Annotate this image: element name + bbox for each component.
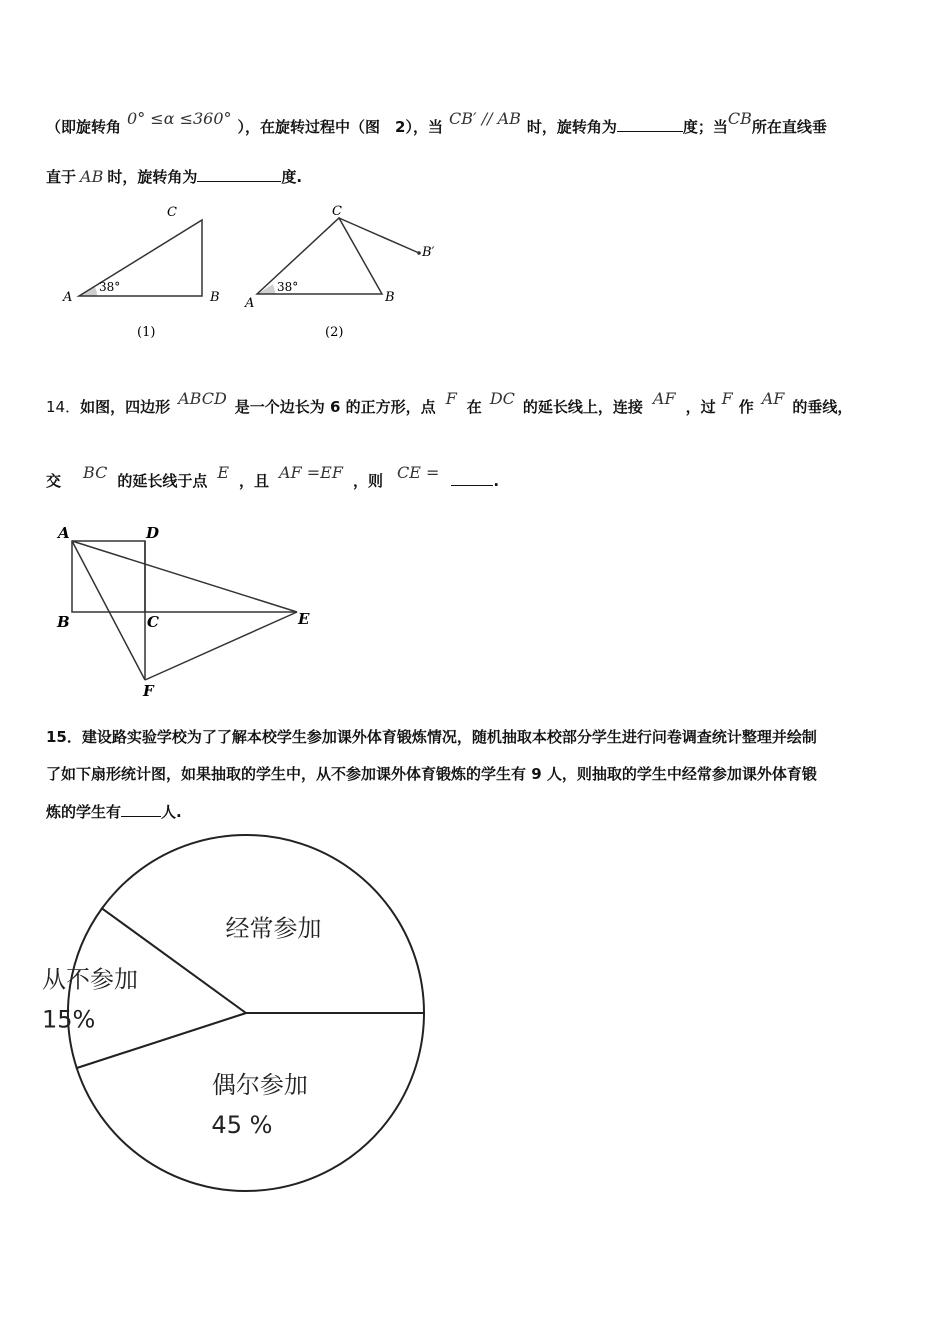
segment-ae bbox=[72, 541, 297, 612]
label-C: C bbox=[147, 613, 159, 631]
pie-chart bbox=[41, 830, 440, 1200]
caption-2: (2) bbox=[325, 325, 344, 340]
caption-1: (1) bbox=[137, 325, 156, 340]
square-figure bbox=[50, 522, 340, 702]
pie-label-2: 偶尔参加 bbox=[211, 1070, 308, 1099]
q15-line1: 15．建设路实验学校为了了解本校学生参加课外体育锻炼情况，随机抽取本校部分学生进行问卷调查统计整理并绘制 bbox=[46, 728, 817, 746]
math-cb: CB bbox=[727, 109, 752, 128]
q15-line3: 炼的学生有 人. bbox=[46, 803, 182, 821]
answer-blank[interactable] bbox=[197, 167, 281, 182]
segment-cb-prime bbox=[339, 218, 419, 253]
triangle-figures bbox=[55, 200, 455, 345]
math-ab: AB bbox=[80, 167, 104, 186]
label-A: A bbox=[58, 524, 70, 542]
label-C-1: C bbox=[167, 205, 177, 220]
label-A-1: A bbox=[63, 290, 73, 305]
triangle-abc-1 bbox=[79, 220, 202, 296]
answer-blank[interactable] bbox=[617, 117, 683, 132]
segment-fe bbox=[145, 612, 297, 680]
pie-percent-2: 45 % bbox=[211, 1110, 273, 1139]
label-A-2: A bbox=[245, 296, 255, 311]
q15-line2: 了如下扇形统计图，如果抽取的学生中，从不参加课外体育锻炼的学生有 9 人，则抽取的学生中经常参加课外体育锻 bbox=[46, 765, 817, 783]
q13-line2: 直于 AB 时，旋转角为 度. bbox=[46, 167, 303, 186]
pie-label-0: 经常参加 bbox=[225, 914, 322, 943]
label-F: F bbox=[143, 682, 154, 700]
math-parallel: CB′ // AB bbox=[448, 109, 521, 128]
pie-label-1: 从不参加 bbox=[41, 965, 138, 994]
answer-blank[interactable] bbox=[451, 471, 493, 486]
label-C-2: C bbox=[332, 204, 342, 219]
math-angle-range: 0° ≤α ≤360° bbox=[127, 109, 232, 128]
q13-line1: （即旋转角 0° ≤α ≤360° ），在旋转过程中（图 2），当 CB′ // AB 时，旋转角为 度；当CB所在直线垂 bbox=[46, 109, 827, 136]
angle-label-1: 38° bbox=[99, 280, 121, 294]
segment-af bbox=[72, 541, 145, 680]
label-E: E bbox=[298, 610, 310, 628]
angle-label-2: 38° bbox=[277, 280, 299, 294]
label-D: D bbox=[146, 524, 160, 542]
label-Bp-2: B′ bbox=[422, 245, 435, 260]
label-B-2: B bbox=[385, 290, 395, 305]
q14-line2: 交 BC 的延长线于点 E ，且 AF =EF ，则 CE = . bbox=[46, 463, 500, 490]
answer-blank[interactable] bbox=[121, 802, 161, 817]
label-B: B bbox=[57, 613, 70, 631]
label-B-1: B bbox=[210, 290, 220, 305]
q14-line1: 14．如图，四边形 ABCD 是一个边长为 6 的正方形，点 F 在 DC 的延长线上，连接 AF ，过 F 作 AF 的垂线， bbox=[46, 389, 853, 416]
pie-percent-1: 15% bbox=[41, 1005, 96, 1034]
square-abcd bbox=[72, 541, 145, 612]
